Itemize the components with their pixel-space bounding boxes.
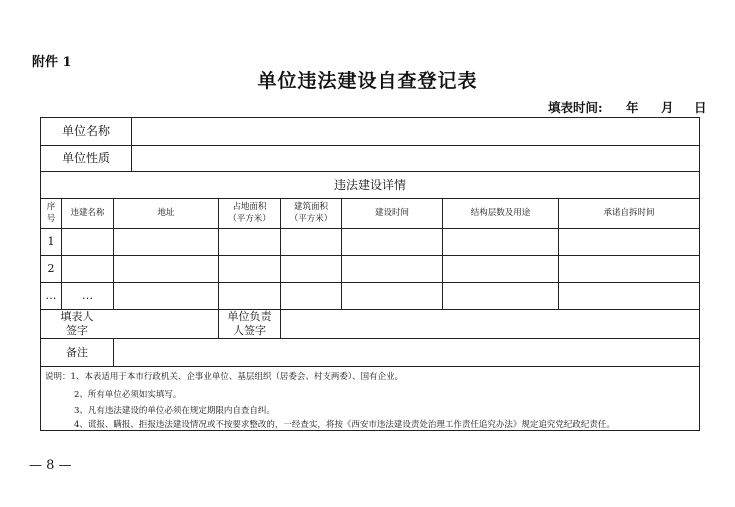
header-land-area-line2: （平方米） — [228, 213, 271, 224]
grid-line — [40, 282, 700, 283]
details-title: 违法建设详情 — [333, 177, 406, 192]
note-line-1: 说明：1、本表适用于本市行政机关、企事业单位、基层组织（居委会、村支两委）、国有企业。 — [45, 372, 404, 382]
grid-line — [40, 366, 700, 367]
form-title: 单位违法建设自查登记表 — [257, 70, 478, 92]
page-number: — 8 — — [29, 458, 72, 473]
grid-line — [699, 117, 700, 430]
header-building-area-line2: （平方米） — [289, 213, 333, 224]
header-building-area — [281, 199, 341, 228]
header-seq-line2: 号 — [46, 213, 56, 224]
header-structure: 结构层数及用途 — [470, 207, 531, 218]
unit-name-field[interactable] — [132, 118, 699, 145]
unit-nature-field[interactable] — [132, 146, 699, 171]
header-seq-line1: 序 — [46, 202, 56, 213]
grid-line — [40, 309, 700, 310]
fill-time-label: 填表时间: — [548, 100, 603, 115]
row-seq: 2 — [47, 262, 55, 276]
unit-name-label: 单位名称 — [61, 124, 110, 138]
header-land-area-line1: 占地面积 — [232, 202, 267, 213]
filler-label-line2: 签字 — [66, 324, 88, 337]
row-seq: … — [45, 289, 57, 303]
header-demolish-time: 承诺自拆时间 — [603, 207, 655, 218]
filler-label-line1: 填表人 — [60, 310, 94, 324]
header-building-area-line1: 建筑面积 — [293, 202, 328, 213]
note-line-4: 4、谎报、瞒报、拒报违法建设情况或不按要求整改的，一经查实，将按《西安市违法建设责处治理工作责任追究办法》规定追究党纪政纪责任。 — [74, 420, 615, 430]
header-address: 地址 — [157, 207, 175, 218]
header-name: 违建名称 — [70, 207, 105, 218]
leader-label-line1: 单位负责 — [227, 310, 272, 324]
row-seq: 1 — [47, 235, 55, 249]
leader-label-line2: 人签字 — [233, 324, 266, 337]
row-name[interactable]: … — [82, 289, 93, 303]
header-build-time: 建设时间 — [374, 207, 409, 218]
grid-line — [40, 338, 700, 339]
note-line-3: 3、凡有违法建设的单位必须在规定期限内自查自纠。 — [74, 406, 275, 416]
grid-line — [113, 338, 114, 366]
grid-line — [40, 430, 700, 431]
header-seq — [41, 199, 61, 228]
note-line-2: 2、所有单位必须如实填写。 — [74, 390, 182, 400]
fill-time-month: 月 — [661, 100, 674, 115]
attachment-label: 附件 1 — [32, 55, 72, 70]
filler-signature-label — [41, 310, 113, 338]
unit-nature-label: 单位性质 — [61, 151, 110, 165]
fill-time-year: 年 — [626, 100, 639, 115]
fill-time-day: 日 — [694, 100, 707, 115]
grid-line — [40, 228, 700, 229]
header-land-area — [219, 199, 280, 228]
row-name[interactable] — [62, 256, 113, 282]
row-name[interactable] — [62, 229, 113, 255]
leader-signature-label — [219, 310, 280, 338]
grid-line — [40, 255, 700, 256]
remarks-label: 备注 — [66, 345, 88, 359]
